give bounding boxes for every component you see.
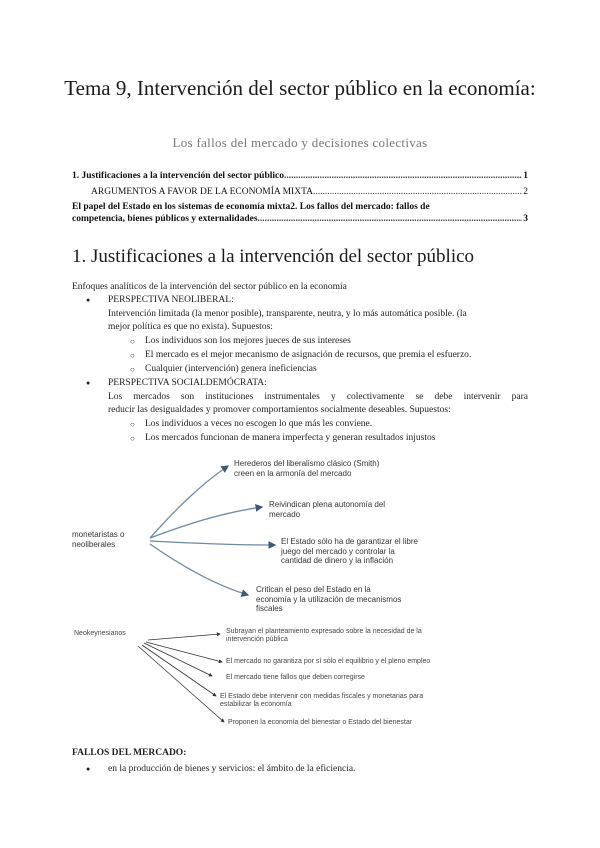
diagram1-branch: Herederos del liberalismo clásico (Smith) creen en la armonía del mercado <box>234 459 380 478</box>
diagram2-item: Proponen la economía del bienestar o Estado del bienestar <box>228 719 413 726</box>
page-subtitle: Los fallos del mercado y decisiones colectivas <box>172 135 428 150</box>
diagram2-item: intervención pública <box>226 636 288 643</box>
toc-item-page: 3 <box>523 214 528 224</box>
neoliberal-item: ○ Cualquier (intervención) genera ineficiencias <box>130 363 317 376</box>
section-heading: 1. Justificaciones a la intervención del sector público <box>72 246 475 267</box>
diagram2-item: El mercado no garantiza por sí sólo el equilibrio y el pleno empleo <box>226 658 431 665</box>
neoliberal-item: ○ Los individuos son los mejores jueces de sus intereses <box>130 335 351 348</box>
diagram2-item: El Estado debe intervenir con medidas fiscales y monetarias para <box>220 693 424 700</box>
intro-text: Enfoques analíticos de la intervención del sector público en la economía <box>72 282 347 292</box>
arrow-neo-4 <box>142 645 216 696</box>
diagram1-branch: El Estado sólo ha de garantizar el libre juego del mercado y controlar la cantidad de dinero y la inflación <box>281 537 418 565</box>
diagram1-branch: Reivindican plena autonomía del mercado <box>269 500 386 519</box>
neoliberal-item: ○ El mercado es el mejor mecanismo de asignación de recursos, que premia el esfuerzo. <box>130 349 471 362</box>
toc-item-page: 2 <box>523 187 528 197</box>
diagram2-item: estabilizar la economía <box>220 701 292 708</box>
diagram1-center: monetaristas o neoliberales <box>72 530 125 549</box>
arrow-branch-4 <box>150 544 248 595</box>
arrow-neo-5 <box>138 646 224 722</box>
diagram2-center: Neokeynesianos <box>74 630 126 637</box>
toc-item-label: ARGUMENTOS A FAVOR DE LA ECONOMÍA MIXTA <box>91 187 313 197</box>
social-desc-line1: Los mercados son instituciones instrumentales y colectivamente se debe intervenir para <box>108 392 528 402</box>
arrow-neo-2 <box>146 642 222 662</box>
diagram2-item: Subrayan el planteamiento expresado sobre la necesidad de la <box>226 628 422 635</box>
arrow-neo-1 <box>148 634 220 640</box>
fallos-heading: FALLOS DEL MERCADO: <box>72 748 187 758</box>
arrow-branch-2 <box>150 507 262 538</box>
diagram1-branch: Critican el peso del Estado en la economía y la utilización de mecanismos fiscales <box>256 585 402 613</box>
social-item: ○ Los individuos a veces no escogen lo que más les conviene. <box>130 418 372 431</box>
page-title: Tema 9, Intervención del sector público en la economía: <box>64 76 536 100</box>
social-desc-line2: reducir las desigualdades y promover comportamientos socialmente deseables. Supuestos: <box>108 405 451 415</box>
toc-item-label: 1. Justificaciones a la intervención del sector público <box>72 171 284 181</box>
toc-item-3-line1[interactable]: El papel del Estado en los sistemas de economía mixta2. Los fallos del mercado: fallos de <box>72 202 430 212</box>
arrow-neo-3 <box>144 643 212 676</box>
arrow-branch-1 <box>150 466 228 538</box>
toc-item-page: 1 <box>523 171 528 181</box>
neoliberal-desc-line1: Intervención limitada (la menor posible), transparente, neutra, y lo más automática posible. (la <box>108 309 467 319</box>
social-item: ○ Los mercados funcionan de manera imperfecta y generan resultados injustos <box>130 432 435 445</box>
bullet-neoliberal: ● PERSPECTIVA NEOLIBERAL: <box>90 294 234 307</box>
bullet-socialdemocrata: ● PERSPECTIVA SOCIALDEMÓCRATA: <box>90 377 267 390</box>
neoliberal-desc-line2: mejor política es que no exista). Supuestos: <box>108 322 273 332</box>
fallos-item: ● en la producción de bienes y servicios: el ámbito de la eficiencia. <box>90 763 355 776</box>
toc-item-label: competencia, bienes públicos y externalidades <box>72 214 258 224</box>
arrow-branch-3 <box>150 541 275 545</box>
diagram2-item: El mercado tiene fallos que deben corregirse <box>226 674 365 681</box>
